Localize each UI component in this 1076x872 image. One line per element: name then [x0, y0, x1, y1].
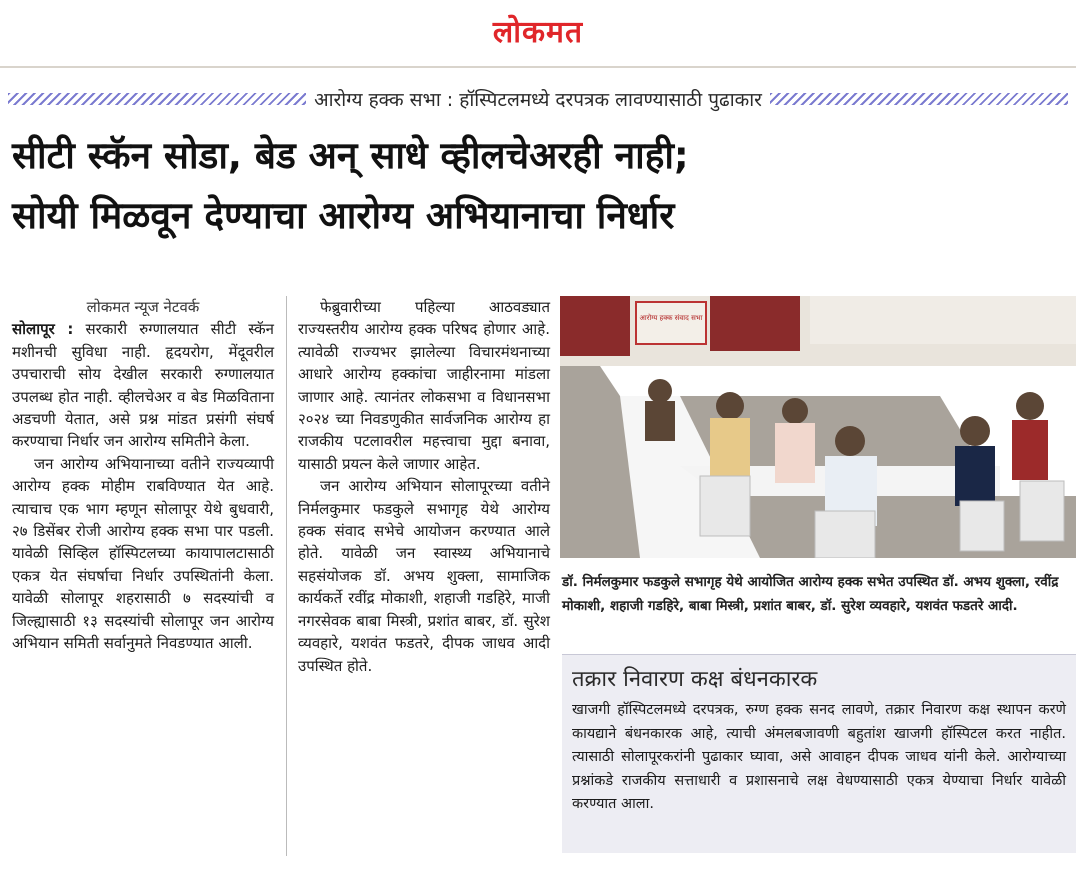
headline	[12, 126, 1068, 246]
masthead	[0, 0, 1076, 68]
hatch-decoration-left	[8, 93, 306, 105]
sidebar-title: तक्रार निवारण कक्ष बंधनकारक	[572, 667, 818, 692]
article-paragraph-3: फेब्रुवारीच्या पहिल्या आठवड्यात राज्यस्तरीय आरोग्य हक्क परिषद होणार आहे. त्यावेळी राज्यभर झालेल्या विचारमंथनाच्या आधारे आरोग्य हक्कांचा जाहीरनामा मांडला जाणार आहे. त्यानंतर लोकसभा व विधानसभा २०२४ च्या निवडणुकीत सार्वजनिक आरोग्य हा राजकीय पटलावरील महत्त्वाचा मुद्दा बनावा, यासाठी प्रयत्न केले जाणार आहेत.	[298, 298, 550, 473]
meeting-hall-illustration	[560, 296, 1076, 558]
hatch-decoration-right	[770, 93, 1068, 105]
column-divider	[286, 296, 287, 856]
headline-line-2: सोयी मिळवून देण्याचा आरोग्य अभियानाचा निर्धार	[12, 194, 675, 237]
sidebar-body: खाजगी हॉस्पिटलमध्ये दरपत्रक, रुग्ण हक्क सनद लावणे, तक्रार निवारण कक्ष स्थापन करणे कायद्याने बंधनकारक आहे, त्याची अंमलबजावणी बहुतांश खाजगी हॉस्पिटल करत नाहीत. त्यासाठी सोलापूरकरांनी पुढाकार घ्यावा, असे आवाहन दीपक जाधव यांनी केले. आरोग्याच्या प्रश्नांकडे राजकीय सत्ताधारी व प्रशासनाचे लक्ष वेधण्यासाठी एकत्र येण्याचा निर्धार यावेळी करण्यात आला.	[572, 702, 1066, 812]
headline-line-1: सीटी स्कॅन सोडा, बेड अन् साधे व्हीलचेअरही नाही;	[12, 134, 689, 177]
newspaper-logo: लोकमत	[492, 15, 584, 50]
byline: लोकमत न्यूज नेटवर्क	[86, 298, 200, 316]
article-paragraph-2: जन आरोग्य अभियानाच्या वतीने राज्यव्यापी आरोग्य हक्क मोहीम राबविण्यात येत आहे. त्याचाच एक भाग म्हणून सोलापूर येथे बुधवारी, २७ डिसेंबर रोजी आरोग्य हक्क सभा पार पडली. यावेळी सिव्हिल हॉस्पिटलच्या कायापालटासाठी एकत्र येत संघर्षाचा निर्धार उपस्थितांनी केला. यावेळी सोलापूर शहरासाठी ७ सदस्यांची व जिल्ह्यासाठी १३ सदस्यांची सोलापूर जन आरोग्य अभियान समिती सर्वानुमते निवडण्यात आली.	[12, 454, 274, 653]
sidebar-box	[562, 654, 1076, 853]
kicker-strap	[8, 82, 1068, 116]
article-paragraph-4: जन आरोग्य अभियान सोलापूरच्या वतीने निर्मलकुमार फडकुले सभागृह येथे आरोग्य हक्क संवाद सभेचे आयोजन करण्यात आले होते. यावेळी जन स्वास्थ्य अभियानाचे सहसंयोजक डॉ. अभय शुक्ला, सामाजिक कार्यकर्ते रवींद्र मोकाशी, शहाजी गडहिरे, माजी नगरसेवक बाबा मिस्त्री, प्रशांत बाबर, डॉ. सुरेश व्यवहारे, यशवंत फडतरे, दीपक जाधव आदी उपस्थित होते.	[298, 477, 550, 675]
photo-caption: डॉ. निर्मलकुमार फडकुले सभागृह येथे आयोजित आरोग्य हक्क सभेत उपस्थित डॉ. अभय शुक्ला, रवींद्र मोकाशी, शहाजी गडहिरे, बाबा मिस्त्री, प्रशांत बाबर, डॉ. सुरेश व्यवहारे, यशवंत फडतरे आदी.	[562, 574, 1059, 614]
kicker-text: आरोग्य हक्क सभा : हॉस्पिटलमध्ये दरपत्रक लावण्यासाठी पुढाकार	[314, 89, 762, 111]
article-paragraph-1	[12, 318, 274, 452]
meeting-photo	[560, 296, 1076, 558]
article-column-2	[298, 296, 550, 677]
banner-text: आरोग्य हक्क संवाद सभा	[639, 314, 703, 322]
article-column-1	[12, 296, 274, 655]
article-paragraph-1-text: सरकारी रुग्णालयात सीटी स्कॅन मशीनची सुविधा नाही. हृदयरोग, मेंदूवरील उपचाराची सोय देखील सरकारी रुग्णालयात उपलब्ध होत नाही. व्हीलचेअर व बेड मिळविताना अडचणी येतात, असे प्रश्न मांडत प्रसंगी संघर्ष करण्याचा निर्धार जन आरोग्य समितीने केला.	[12, 320, 274, 451]
dateline: सोलापूर :	[12, 320, 74, 339]
